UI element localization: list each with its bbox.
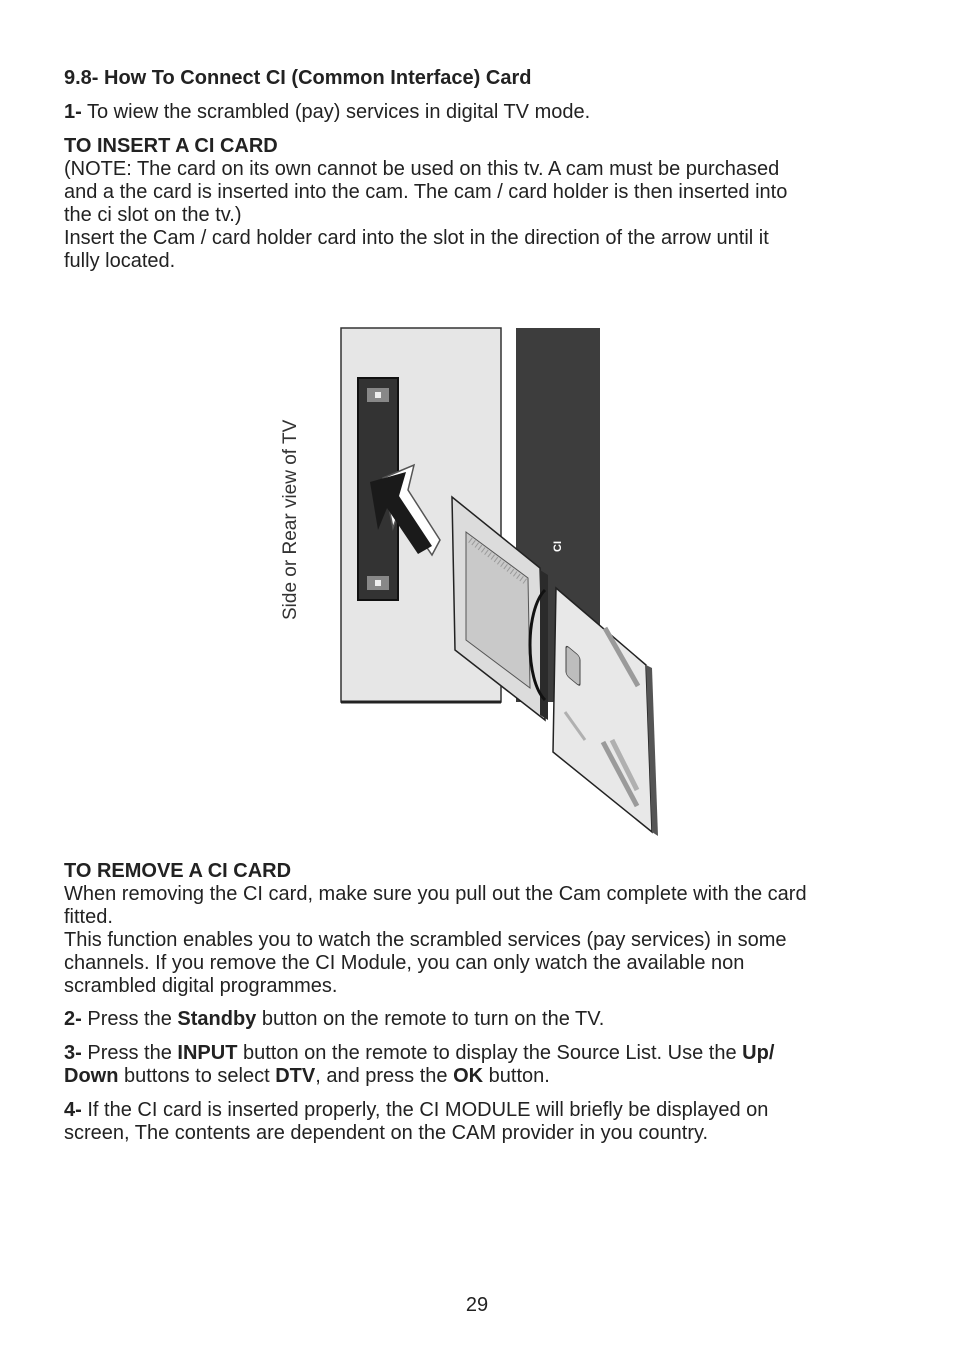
insert-instruction-line: fully located. (64, 250, 176, 272)
smart-card (553, 588, 652, 832)
step-1-text: To wiew the scrambled (pay) services in digital TV mode. (87, 101, 591, 123)
step-1 (64, 101, 894, 124)
remove-text-line: fitted. (64, 906, 113, 928)
step-3 (64, 1042, 894, 1088)
insert-heading: TO INSERT A CI CARD (64, 135, 278, 157)
side-rear-view-label: Side or Rear view of TV (280, 419, 301, 620)
remove-heading: TO REMOVE A CI CARD (64, 860, 292, 882)
step-3-text: button. (488, 1065, 550, 1087)
remove-text-line: channels. If you remove the CI Module, you can only watch the available non (64, 952, 745, 974)
remove-text (64, 883, 894, 998)
step-4-text: If the CI card is inserted properly, the CI MODULE will briefly be displayed on (87, 1099, 769, 1121)
insert-note-line: the ci slot on the tv.) (64, 204, 242, 226)
step-1-number: 1- (64, 101, 82, 123)
remove-text-line: When removing the CI card, make sure you pull out the Cam complete with the card (64, 883, 807, 905)
slot-pin-bottom (375, 580, 381, 586)
down-term: Down (64, 1065, 119, 1087)
step-2 (64, 1008, 894, 1031)
step-3-line (64, 1042, 894, 1065)
insert-instruction-line: Insert the Cam / card holder card into the slot in the direction of the arrow until it (64, 227, 769, 249)
page-number: 29 (465, 1294, 489, 1316)
up-term: Up/ (742, 1042, 775, 1064)
step-2-number: 2- (64, 1008, 82, 1030)
slot-pin-top (375, 392, 381, 398)
insert-note-line: and a the card is inserted into the cam. The cam / card holder is then inserted into (64, 181, 788, 203)
section-title: 9.8- How To Connect CI (Common Interface) Card (64, 67, 532, 89)
step-3-text: Press the (87, 1042, 172, 1064)
ok-term: OK (453, 1065, 484, 1087)
step-3-text: , and press the (315, 1065, 448, 1087)
remove-text-line: This function enables you to watch the scrambled services (pay services) in some (64, 929, 787, 951)
step-4-line (64, 1099, 894, 1122)
step-2-text: Press the (87, 1008, 172, 1030)
step-3-text: buttons to select (124, 1065, 270, 1087)
step-3-line (64, 1065, 894, 1088)
remove-text-line: scrambled digital programmes. (64, 975, 338, 997)
ci-card-diagram (270, 320, 670, 840)
step-4-number: 4- (64, 1099, 82, 1121)
dtv-term: DTV (275, 1065, 316, 1087)
step-2-text: button on the remote to turn on the TV. (261, 1008, 605, 1030)
insert-note-line: (NOTE: The card on its own cannot be used on this tv. A cam must be purchased (64, 158, 780, 180)
insert-note (64, 158, 894, 273)
standby-term: Standby (177, 1008, 257, 1030)
step-4 (64, 1099, 894, 1145)
input-term: INPUT (177, 1042, 238, 1064)
ci-module-label: CI (552, 541, 564, 552)
step-3-text: button on the remote to display the Source List. Use the (242, 1042, 737, 1064)
step-4-text: screen, The contents are dependent on the CAM provider in you country. (64, 1122, 709, 1144)
step-3-number: 3- (64, 1042, 82, 1064)
